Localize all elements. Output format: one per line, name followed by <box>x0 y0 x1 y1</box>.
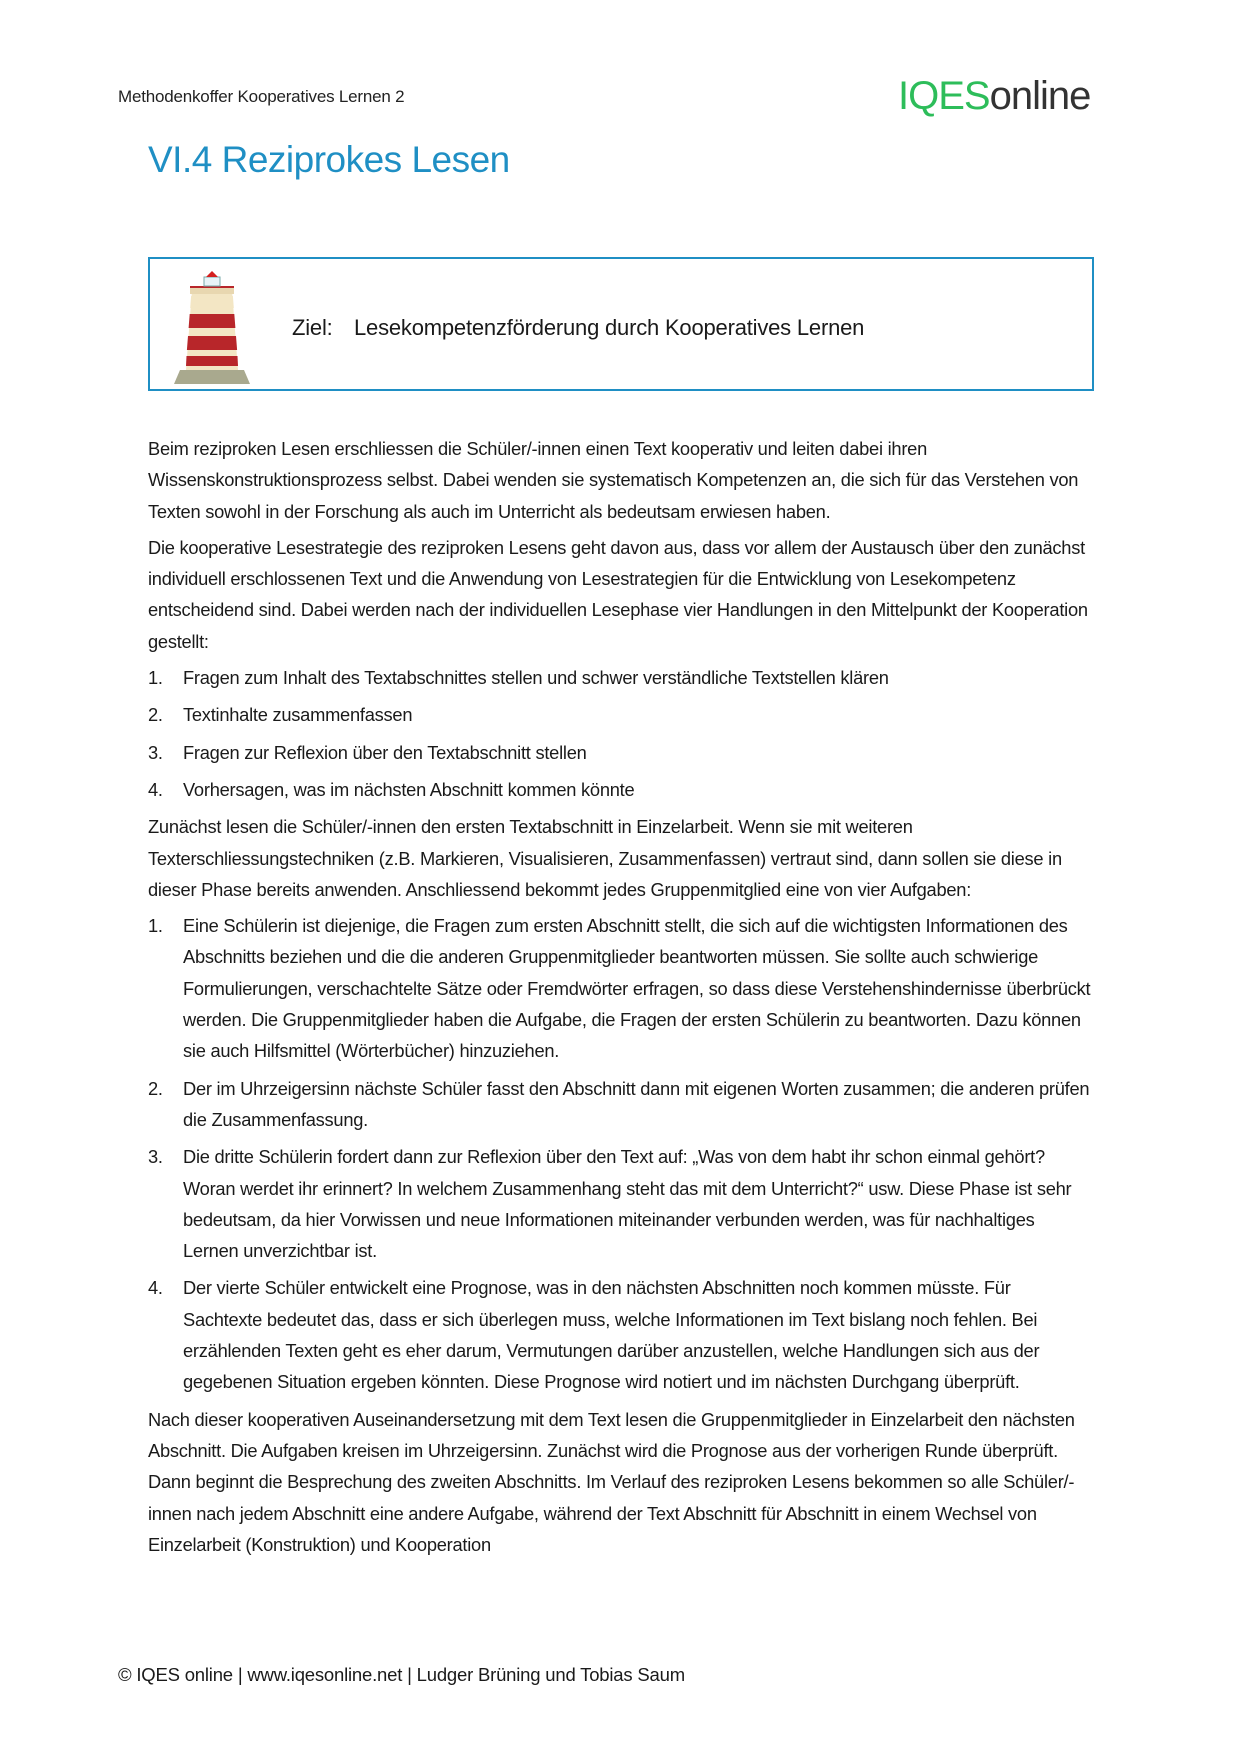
list-item: 1. Eine Schülerin ist diejenige, die Fragen zum ersten Abschnitt stellt, die sich auf die wichtigsten Informationen des Abschnitts beziehen und die die anderen Gruppenmitglieder beantworten müssen. Sie sollte auch schwierige Formulierungen, verschachtelte Sätze oder Fremdwörter erfragen, so dass diese Verstehenshindernisse überbrückt werden. Die Gruppenmitglieder haben die Aufgabe, die Fragen der ersten Schülerin zu beantworten. Dazu können sie auch Hilfsmittel (Wörterbücher) hinzuziehen. <box>148 915 1091 1062</box>
page-title: VI.4 Reziprokes Lesen <box>148 139 510 180</box>
goal-box <box>148 257 1094 391</box>
paragraph-intro: Beim reziproken Lesen erschliessen die Schüler/-innen einen Text kooperativ und leiten dabei ihren Wissenskonstruktionsprozess selbst. Dabei wenden sie systematisch Kompetenzen an, die sich für das Verstehen von Texten sowohl in der Forschung als auch im Unterricht als bedeutsam erwiesen haben. <box>148 438 1079 522</box>
iqes-online-logo <box>898 74 1090 118</box>
lighthouse-icon <box>172 266 252 386</box>
list-item: 4. Vorhersagen, was im nächsten Abschnitt kommen könnte <box>148 778 635 800</box>
tasks-list <box>148 910 1094 1397</box>
logo-online: online <box>989 74 1091 118</box>
paragraph-procedure: Zunächst lesen die Schüler/-innen den ersten Textabschnitt in Einzelarbeit. Wenn sie mit weiteren Texterschliessungstechniken (z.B. Markieren, Visualisieren, Zusammenfassen) vertraut sind, dann sollen sie diese in dieser Phase bereits anwenden. Anschliessend bekommt jedes Gruppenmitglied eine von vier Aufgaben: <box>148 816 1062 900</box>
paragraph-strategy: Die kooperative Lesestrategie des reziproken Lesens geht davon aus, dass vor allem der Austausch über den zunächst individuell erschlossenen Text und die Anwendung von Lesestrategien für die Entwicklung von Lesekompetenz entscheidend sind. Dabei werden nach der individuellen Lesephase vier Handlungen in den Mittelpunkt der Kooperation gestellt: <box>148 536 1088 652</box>
list-item: 1. Fragen zum Inhalt des Textabschnittes stellen und schwer verständliche Textstellen klären <box>148 667 889 689</box>
document-series-title: Methodenkoffer Kooperatives Lernen 2 <box>118 87 405 106</box>
goal-text: Lesekompetenzförderung durch Kooperatives Lernen <box>354 315 865 340</box>
list-item: 4. Der vierte Schüler entwickelt eine Prognose, was in den nächsten Abschnitten noch kommen müsste. Für Sachtexte bedeutet das, dass er sich überlegen muss, welche Informationen im Text bislang noch fehlen. Bei erzählenden Texten geht es eher darum, Vermutungen darüber anzustellen, welche Handlungen sich aus der gegebenen Situation ergeben könnten. Diese Prognose wird notiert und im nächsten Durchgang überprüft. <box>148 1277 1040 1393</box>
list-item: 3. Fragen zur Reflexion über den Textabschnitt stellen <box>148 741 587 763</box>
paragraph-rotation: Nach dieser kooperativen Auseinandersetzung mit dem Text lesen die Gruppenmitglieder in Einzelarbeit den nächsten Abschnitt. Die Aufgaben kreisen im Uhrzeigersinn. Zunächst wird die Prognose aus der vorherigen Runde überprüft. Dann beginnt die Besprechung des zweiten Abschnitts. Im Verlauf des reziproken Lesens bekommen so alle Schüler/-innen nach jedem Abschnitt eine andere Aufgabe, während der Text Abschnitt für Abschnitt in einem Wechsel von Einzelarbeit (Konstruktion) und Kooperation <box>148 1408 1075 1555</box>
goal-statement <box>292 315 864 341</box>
list-item: 2. Der im Uhrzeigersinn nächste Schüler fasst den Abschnitt dann mit eigenen Worten zusammen; die anderen prüfen die Zusammenfassung. <box>148 1077 1090 1130</box>
list-item: 3. Die dritte Schülerin fordert dann zur Reflexion über den Text auf: „Was von dem habt ihr schon einmal gehört? Woran werdet ihr erinnert? In welchem Zusammenhang steht das mit dem Unterricht?“ usw. Diese Phase ist sehr bedeutsam, da hier Vorwissen und neue Informationen miteinander verbunden werden, was für nachhaltiges Lernen unverzichtbar ist. <box>148 1146 1072 1262</box>
list-item: 2. Textinhalte zusammenfassen <box>148 704 413 726</box>
main-content <box>148 433 1094 1565</box>
actions-list <box>148 662 1094 805</box>
page-footer: © IQES online | www.iqesonline.net | Ludger Brüning und Tobias Saum <box>118 1664 685 1685</box>
logo-iqes: IQES <box>898 74 990 118</box>
goal-label: Ziel: <box>292 315 333 340</box>
